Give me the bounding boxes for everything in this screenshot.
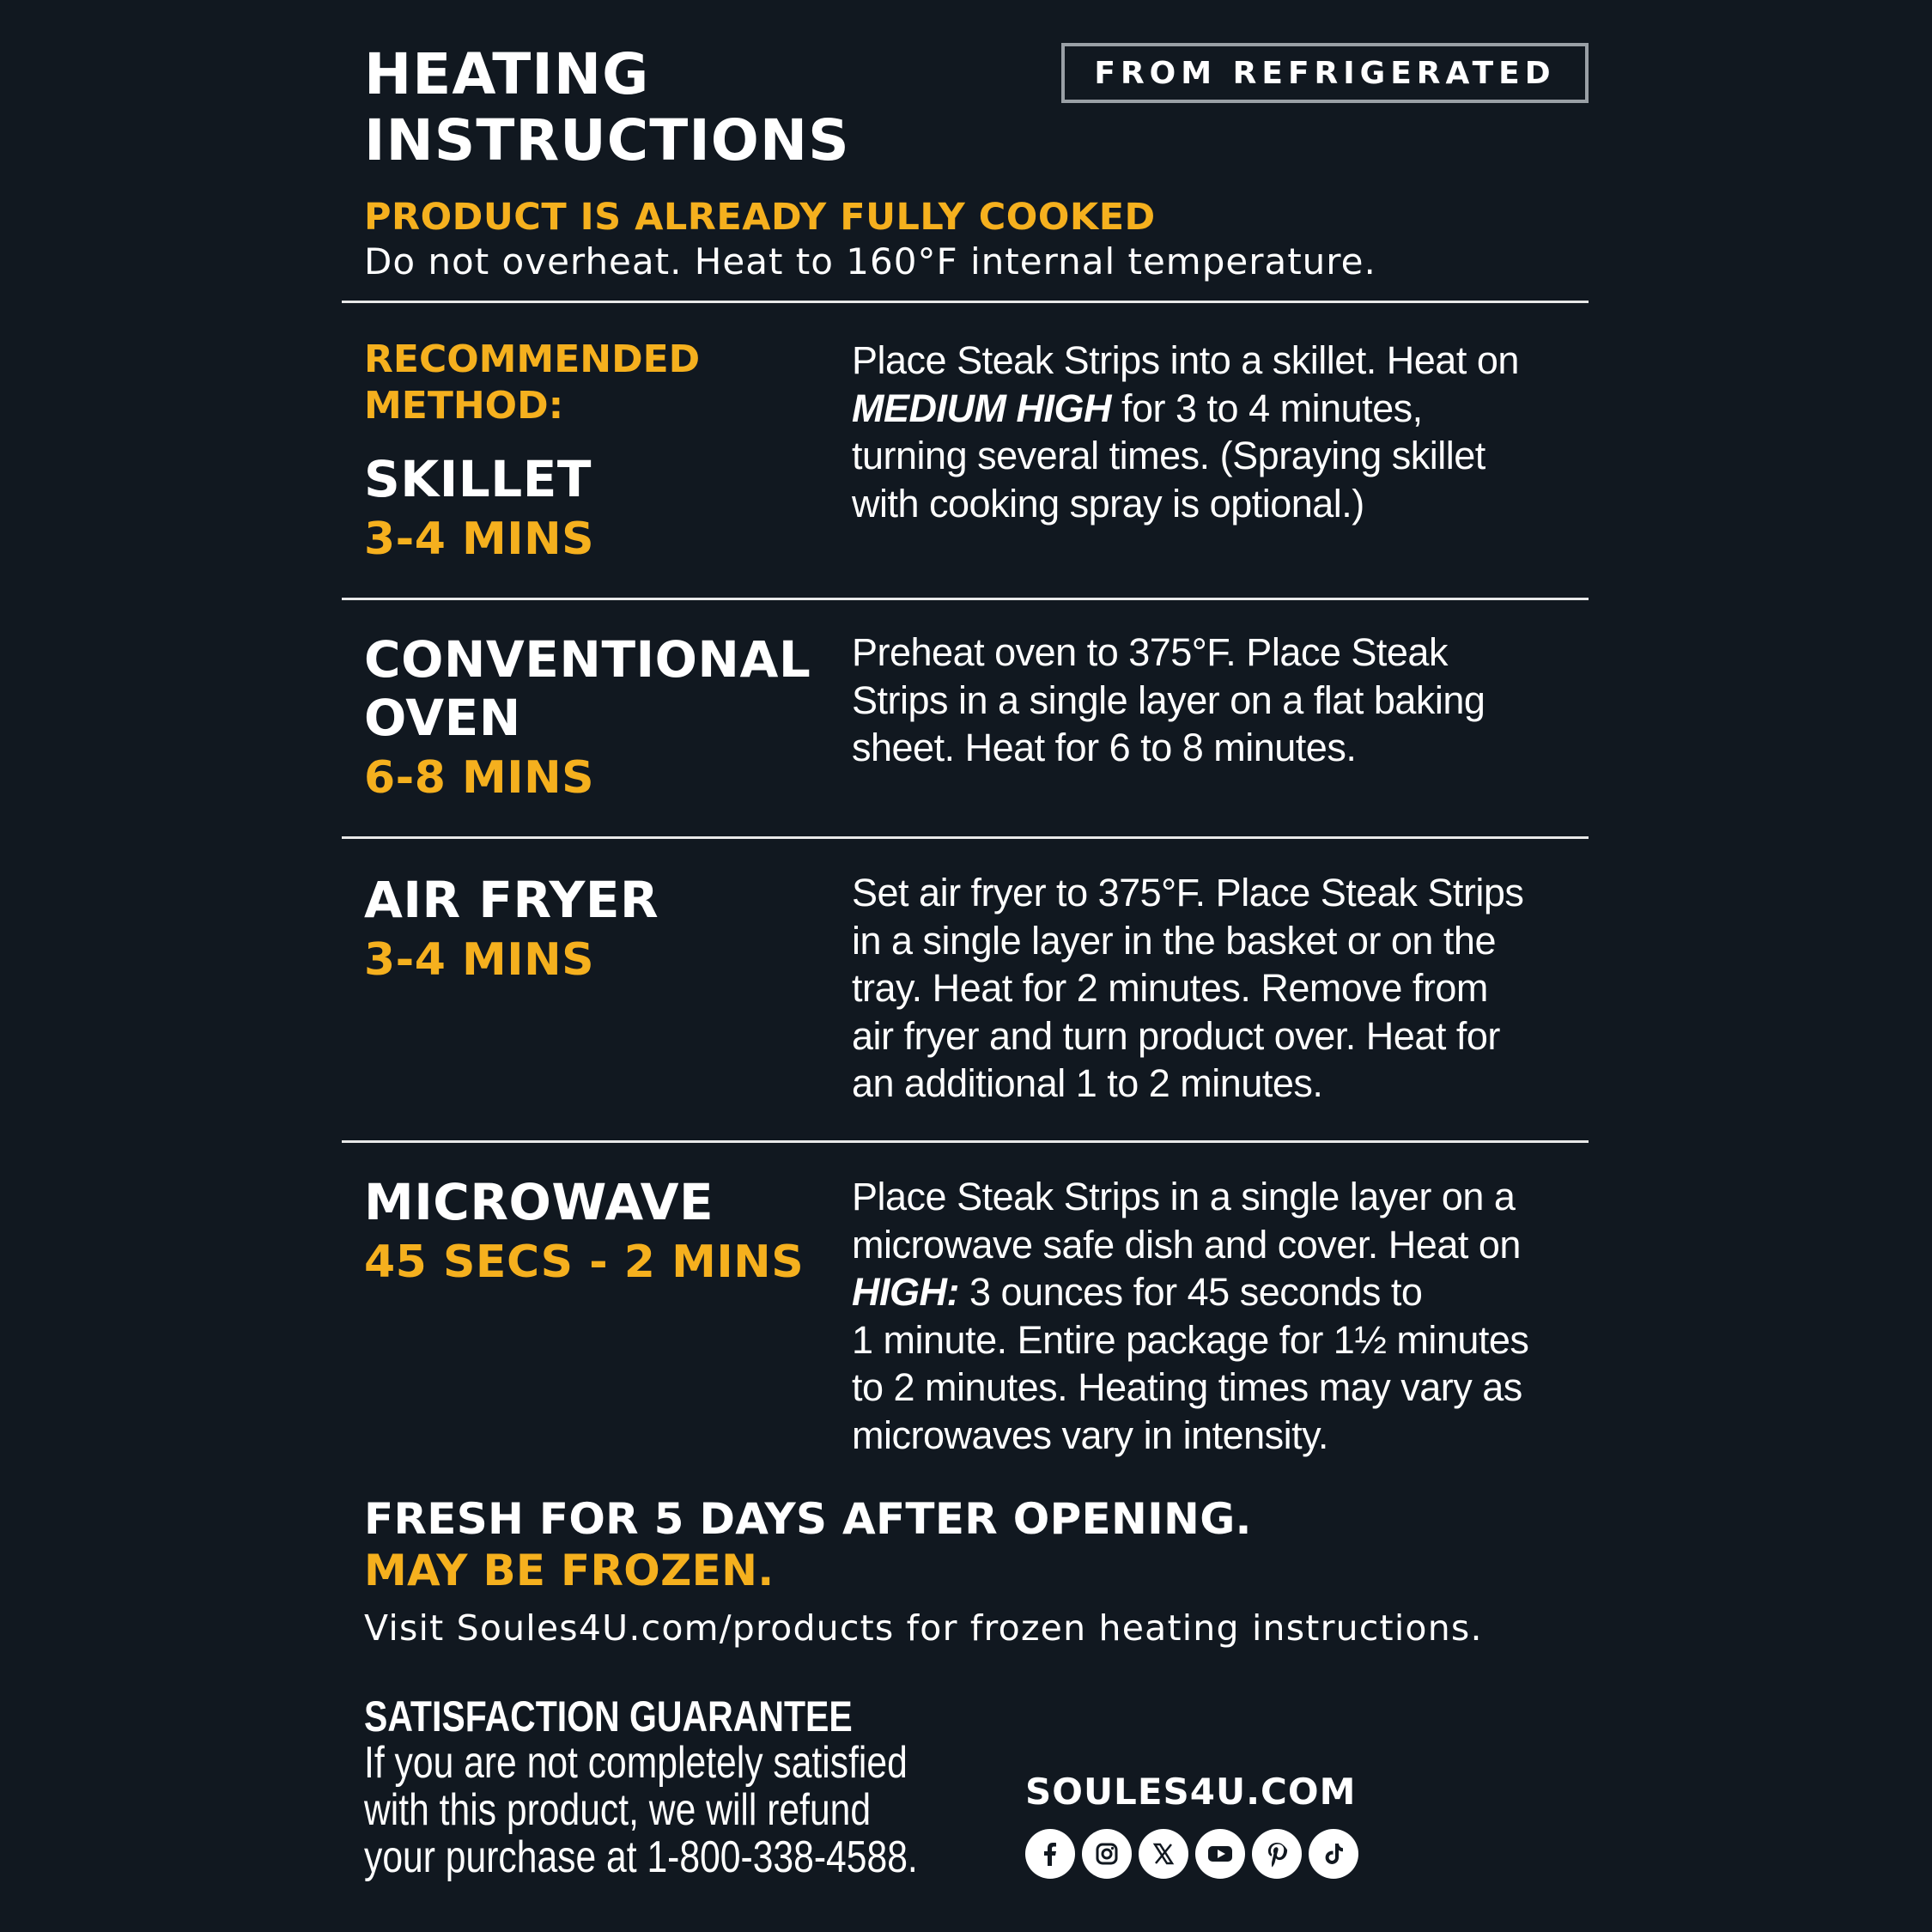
- recommended-label-line-2: METHOD:: [364, 384, 564, 428]
- microwave-desc-line-5: to 2 minutes. Heating times may vary as: [852, 1365, 1522, 1409]
- microwave-desc-line-3: [852, 1268, 1599, 1316]
- oven-desc-line-3: sheet. Heat for 6 to 8 minutes.: [852, 726, 1357, 769]
- air-fryer-desc-line-3: tray. Heat for 2 minutes. Remove from: [852, 966, 1488, 1010]
- title-line-1: HEATING: [364, 41, 650, 107]
- microwave-desc-line-3-rest: 3 ounces for 45 seconds to: [959, 1270, 1423, 1314]
- oven-desc-line-1: Preheat oven to 375°F. Place Steak: [852, 630, 1448, 674]
- oven-name-line-2: OVEN: [364, 689, 521, 747]
- microwave-description: [852, 1173, 1599, 1459]
- microwave-method-name: MICROWAVE: [364, 1173, 714, 1231]
- youtube-icon[interactable]: [1195, 1829, 1245, 1879]
- fully-cooked-notice: PRODUCT IS ALREADY FULLY COOKED: [364, 196, 1156, 239]
- skillet-desc-line-1: Place Steak Strips into a skillet. Heat on: [852, 338, 1519, 382]
- x-icon[interactable]: [1139, 1829, 1188, 1879]
- air-fryer-desc-line-4: air fryer and turn product over. Heat for: [852, 1013, 1500, 1058]
- guarantee-line-1: If you are not completely satisfied: [364, 1738, 908, 1788]
- frozen-instructions-link-text: Visit Soules4U.com/products for frozen heating instructions.: [364, 1607, 1483, 1649]
- page-title: [364, 41, 850, 173]
- guarantee-text: [364, 1740, 941, 1881]
- temperature-notice: Do not overheat. Heat to 160°F internal temperature.: [364, 240, 1376, 283]
- divider: [342, 598, 1589, 600]
- divider: [342, 301, 1589, 303]
- skillet-desc-line-3: turning several times. (Spraying skillet: [852, 434, 1485, 477]
- air-fryer-description: [852, 869, 1599, 1108]
- medium-high-emphasis: MEDIUM HIGH: [852, 386, 1111, 430]
- website-url: SOULES4U.COM: [1025, 1771, 1357, 1813]
- skillet-method-name: SKILLET: [364, 450, 592, 508]
- oven-desc-line-2: Strips in a single layer on a flat baking: [852, 677, 1485, 722]
- skillet-description: [852, 337, 1599, 527]
- oven-name-line-1: CONVENTIONAL: [364, 630, 811, 689]
- may-be-frozen-notice: MAY BE FROZEN.: [364, 1546, 775, 1595]
- recommended-method-label: [364, 337, 700, 429]
- air-fryer-desc-line-1: Set air fryer to 375°F. Place Steak Strips: [852, 871, 1524, 914]
- pinterest-icon[interactable]: [1252, 1829, 1302, 1879]
- social-icons: [1025, 1829, 1358, 1879]
- divider: [342, 836, 1589, 839]
- microwave-desc-line-1: Place Steak Strips in a single layer on a: [852, 1175, 1516, 1218]
- skillet-desc-line-2: [852, 385, 1599, 433]
- microwave-desc-line-6: microwaves vary in intensity.: [852, 1413, 1328, 1457]
- divider: [342, 1140, 1589, 1143]
- skillet-time: 3-4 MINS: [364, 513, 595, 565]
- skillet-desc-line-2-rest: for 3 to 4 minutes,: [1111, 386, 1423, 430]
- high-emphasis: HIGH:: [852, 1270, 959, 1314]
- microwave-desc-line-2: microwave safe dish and cover. Heat on: [852, 1222, 1521, 1267]
- guarantee-title: SATISFACTION GUARANTEE: [364, 1692, 853, 1741]
- recommended-label-line-1: RECOMMENDED: [364, 337, 701, 381]
- oven-method-name: [364, 630, 811, 747]
- guarantee-line-3: your purchase at 1-800-338-4588.: [364, 1832, 918, 1882]
- guarantee-line-2: with this product, we will refund: [364, 1785, 872, 1835]
- air-fryer-desc-line-2: in a single layer in the basket or on the: [852, 918, 1496, 963]
- from-refrigerated-badge: FROM REFRIGERATED: [1061, 43, 1589, 103]
- air-fryer-desc-line-5: an additional 1 to 2 minutes.: [852, 1061, 1323, 1105]
- air-fryer-method-name: AIR FRYER: [364, 871, 659, 929]
- skillet-desc-line-4: with cooking spray is optional.): [852, 481, 1364, 526]
- title-line-2: INSTRUCTIONS: [364, 107, 850, 173]
- oven-time: 6-8 MINS: [364, 752, 595, 804]
- freshness-notice: FRESH FOR 5 DAYS AFTER OPENING.: [364, 1494, 1252, 1544]
- tiktok-icon[interactable]: [1309, 1829, 1358, 1879]
- oven-description: [852, 629, 1599, 772]
- facebook-icon[interactable]: [1025, 1829, 1075, 1879]
- air-fryer-time: 3-4 MINS: [364, 934, 595, 986]
- microwave-desc-line-4: 1 minute. Entire package for 1½ minutes: [852, 1317, 1529, 1362]
- instagram-icon[interactable]: [1082, 1829, 1132, 1879]
- microwave-time: 45 SECS - 2 MINS: [364, 1236, 805, 1288]
